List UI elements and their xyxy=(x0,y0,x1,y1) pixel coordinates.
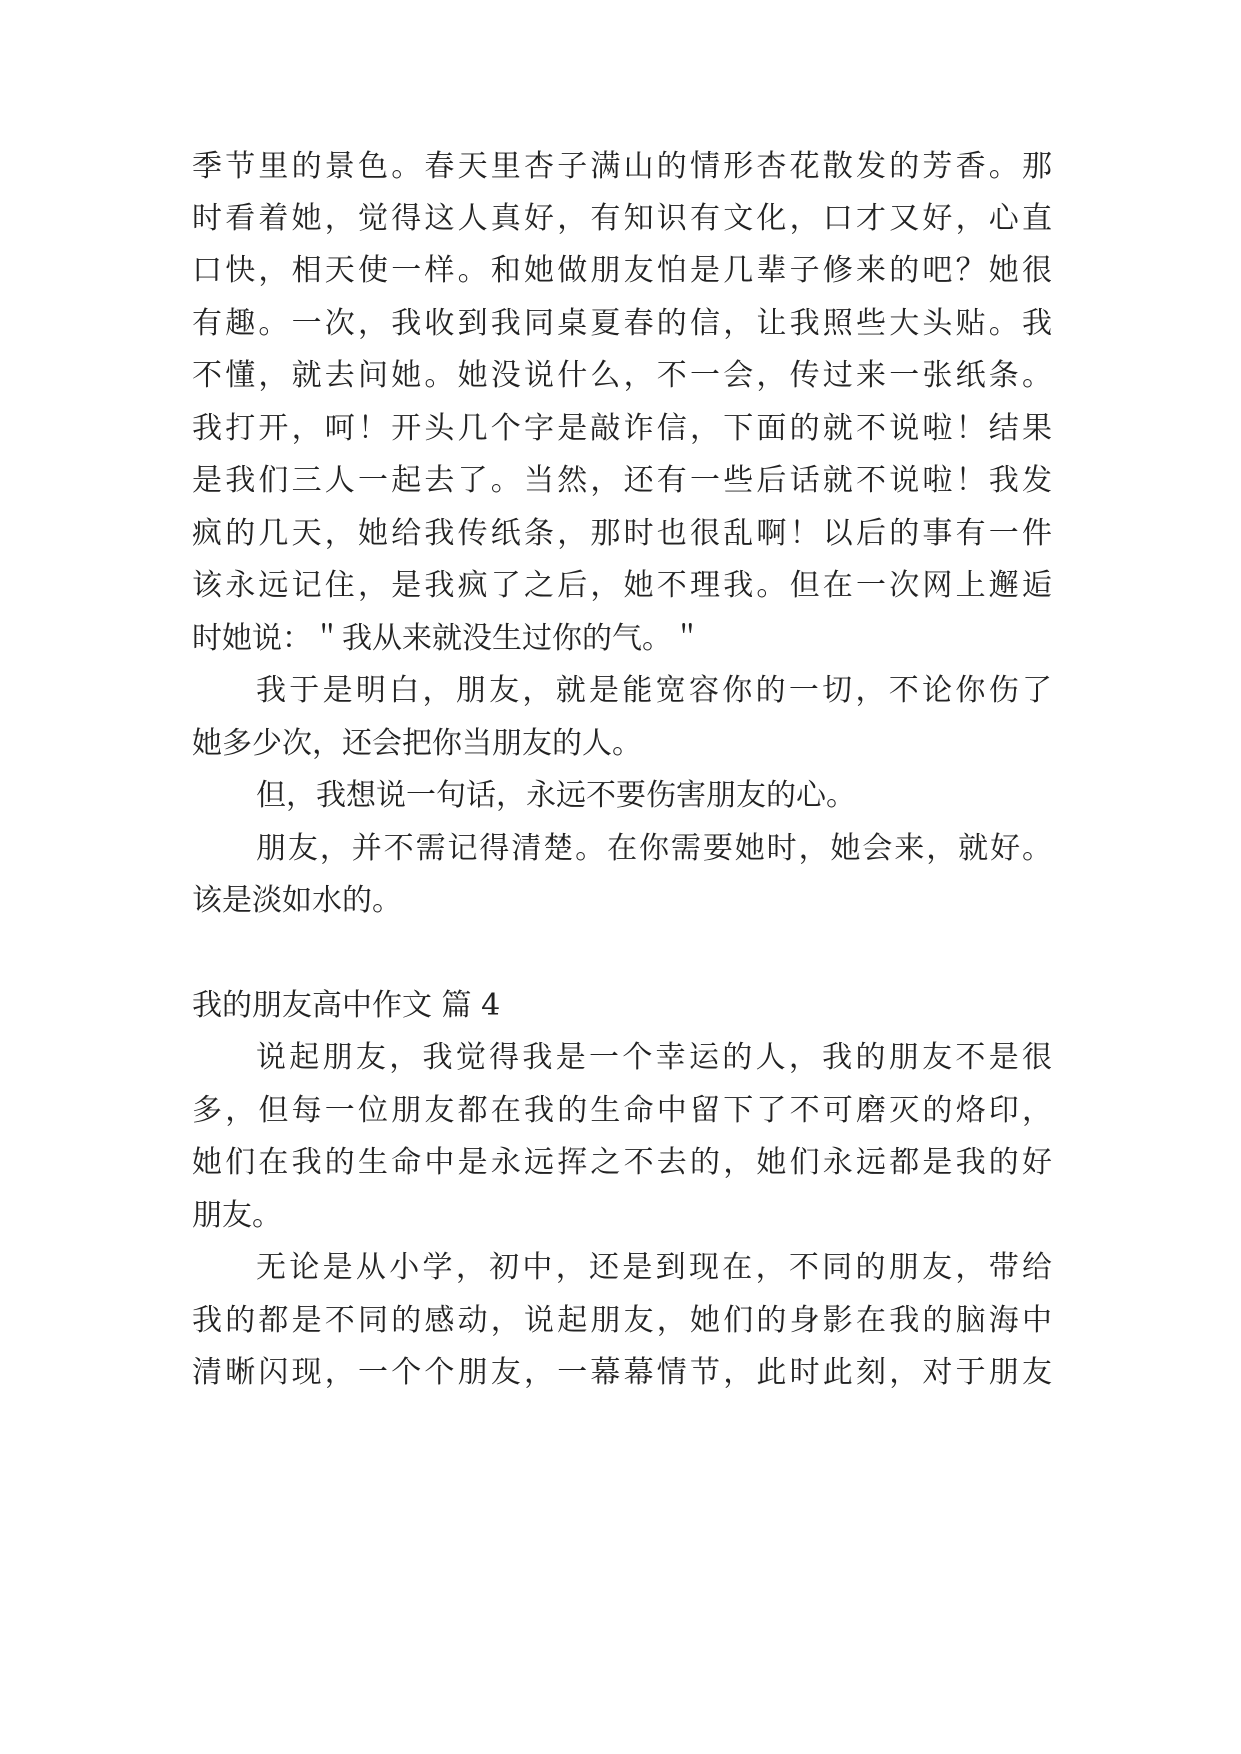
section-heading: 我的朋友高中作文 篇 4 xyxy=(192,988,501,1023)
paragraph-first-line: 我于是明白，朋友，就是能宽容你的一切，不论你伤了 xyxy=(256,673,1052,708)
text-line: 该是淡如水的。 xyxy=(192,883,402,918)
paragraph-first-line: 说起朋友，我觉得我是一个幸运的人，我的朋友不是很 xyxy=(256,1040,1052,1075)
text-line: 朋友。 xyxy=(192,1198,282,1233)
paragraph-first-line: 无论是从小学，初中，还是到现在，不同的朋友，带给 xyxy=(256,1250,1052,1285)
text-line: 是我们三人一起去了。当然，还有一些后话就不说啦！我发 xyxy=(192,463,1052,498)
text-line: 口快，相天使一样。和她做朋友怕是几辈子修来的吧？她很 xyxy=(192,253,1052,288)
text-line: 疯的几天，她给我传纸条，那时也很乱啊！以后的事有一件 xyxy=(192,516,1052,551)
paragraph-first-line: 但，我想说一句话，永远不要伤害朋友的心。 xyxy=(256,778,856,813)
text-line: 她们在我的生命中是永远挥之不去的，她们永远都是我的好 xyxy=(192,1145,1052,1180)
text-line: 多，但每一位朋友都在我的生命中留下了不可磨灭的烙印， xyxy=(192,1093,1052,1128)
text-line: 清晰闪现，一个个朋友，一幕幕情节，此时此刻，对于朋友 xyxy=(192,1355,1052,1390)
text-line: 她多少次，还会把你当朋友的人。 xyxy=(192,726,642,761)
text-line: 有趣。一次，我收到我同桌夏春的信，让我照些大头贴。我 xyxy=(192,306,1052,341)
text-line: 时看着她，觉得这人真好，有知识有文化，口才又好，心直 xyxy=(192,201,1052,236)
text-line: 我打开，呵！开头几个字是敲诈信，下面的就不说啦！结果 xyxy=(192,411,1052,446)
text-line: 我的都是不同的感动，说起朋友，她们的身影在我的脑海中 xyxy=(192,1303,1052,1338)
text-line: 不懂，就去问她。她没说什么，不一会，传过来一张纸条。 xyxy=(192,358,1052,393)
text-line: 时她说：＂我从来就没生过你的气。＂ xyxy=(192,621,702,656)
text-line: 该永远记住，是我疯了之后，她不理我。但在一次网上邂逅 xyxy=(192,568,1052,603)
text-line: 季节里的景色。春天里杏子满山的情形杏花散发的芳香。那 xyxy=(192,149,1052,184)
paragraph-first-line: 朋友，并不需记得清楚。在你需要她时，她会来，就好。 xyxy=(256,831,1052,866)
